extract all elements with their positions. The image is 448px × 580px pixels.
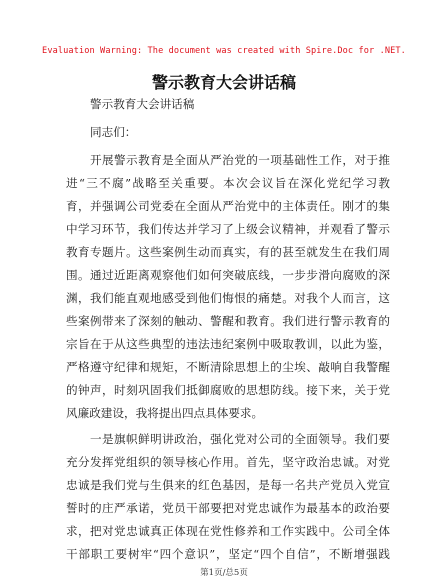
paragraph-line: 的钟声，时刻巩固我们抵御腐败的思想防线。接下来，关于党: [66, 383, 390, 397]
paragraph-line: 开展警示教育是全面从严治党的一项基础性工作，对于推: [90, 153, 390, 167]
paragraph-line: 充分发挥党组织的领导核心作用。首先，坚守政治忠诚。对党: [66, 455, 390, 469]
subtitle-line: 警示教育大会讲话稿: [90, 97, 195, 111]
paragraph-line: 干部职工要树牢“四个意识”，坚定“四个自信”，不断增强践: [66, 547, 390, 561]
paragraph-line: 严格遵守纪律和规矩，不断清除思想上的尘埃、敲响自我警醒: [66, 360, 390, 374]
paragraph-line: 风廉政建设，我将提出四点具体要求。: [66, 406, 264, 420]
page-number: 第1页/总5页: [200, 568, 248, 578]
paragraph-line: 些案例带来了深刻的触动、警醒和教育。我们进行警示教育的: [66, 314, 390, 328]
evaluation-warning: Evaluation Warning: The document was created with Spire.Doc for .NET.: [42, 46, 406, 56]
document-title: 警示教育大会讲话稿: [151, 73, 296, 92]
paragraph-line: 育，并强调公司党委在全面从严治党中的主体责任。刚才的集: [66, 199, 390, 213]
paragraph-line: 誓时的庄严承诺，党员干部要把对党忠诚作为最基本的政治要: [66, 501, 390, 515]
paragraph-line: 进“三不腐”战略至关重要。本次会议旨在深化党纪学习教: [66, 176, 390, 190]
paragraph-line: 宗旨在于从这些典型的违法违纪案例中吸取教训，以此为鉴，: [66, 337, 390, 351]
paragraph-line: 教育专题片。这些案例生动而真实，有的甚至就发生在我们周: [66, 245, 390, 259]
paragraph-line: 渊，我们能直观地感受到他们悔恨的痛楚。对我个人而言，这: [66, 291, 390, 305]
salutation-line: 同志们：: [90, 125, 137, 139]
paragraph-line: 忠诚是我们党与生俱来的红色基因，是每一名共产党员入党宣: [66, 478, 390, 492]
paragraph-line: 一是旗帜鲜明讲政治，强化党对公司的全面领导。我们要: [90, 432, 390, 446]
paragraph-line: 求，把对党忠诚真正体现在党性修养和工作实践中。公司全体: [66, 524, 390, 538]
paragraph-line: 中学习环节，我们传达并学习了上级会议精神，并观看了警示: [66, 222, 390, 236]
paragraph-line: 围。通过近距离观察他们如何突破底线，一步步滑向腐败的深: [66, 268, 390, 282]
